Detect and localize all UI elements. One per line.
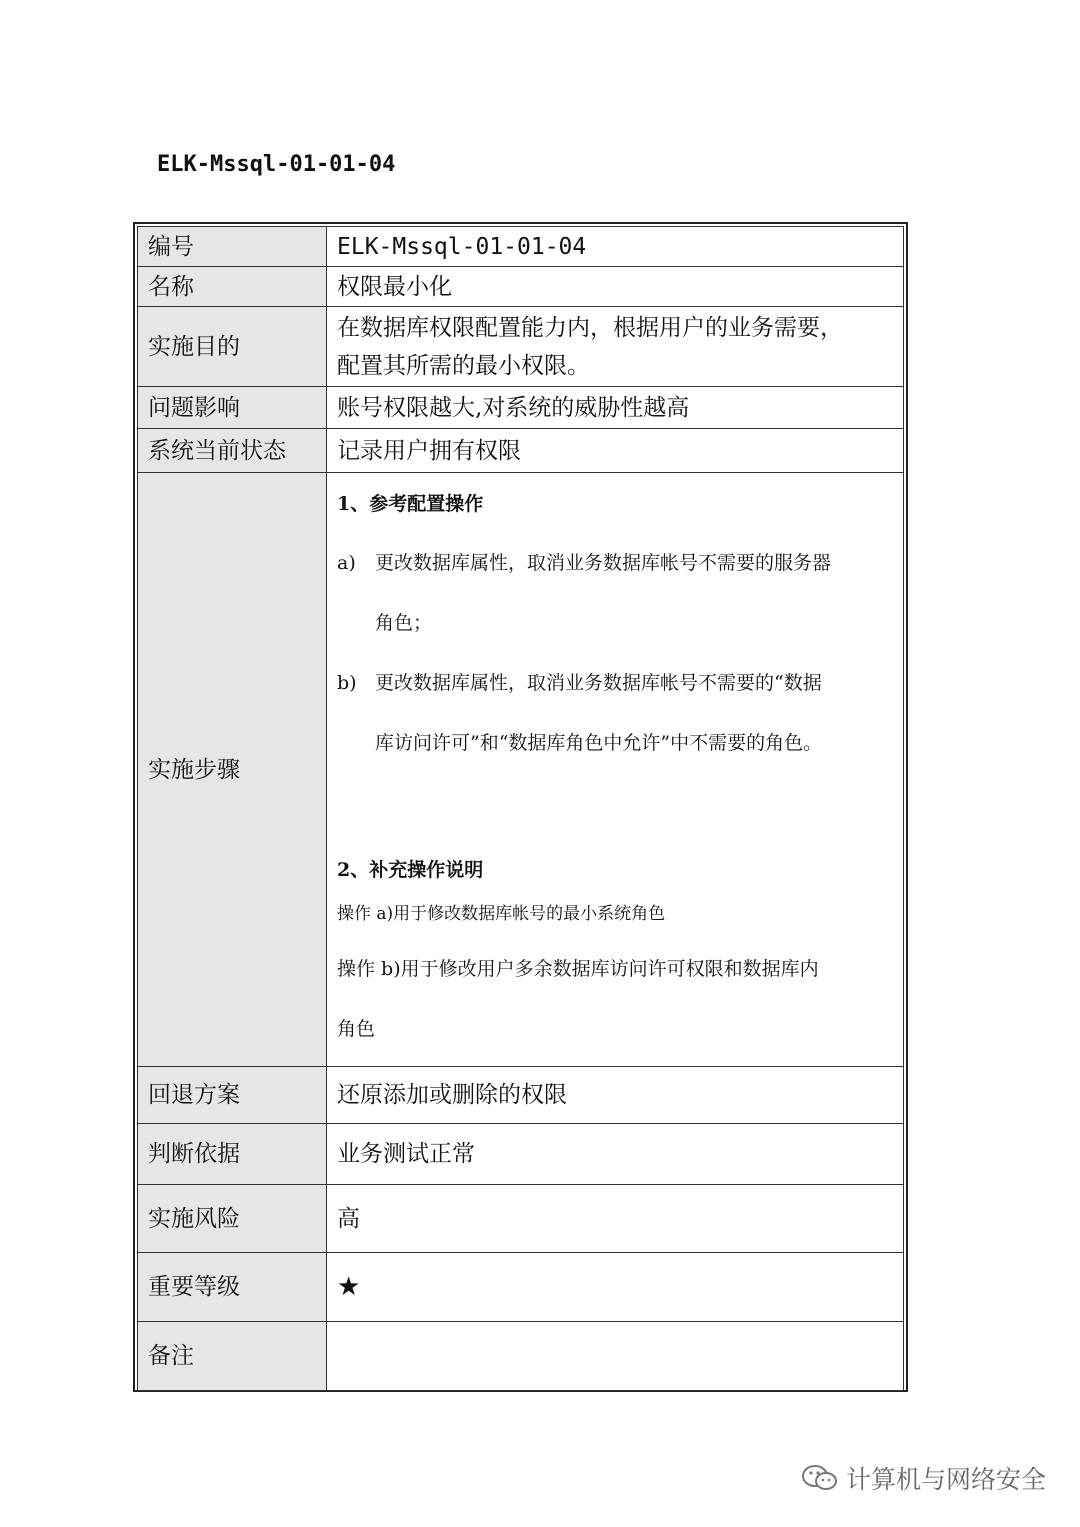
table-row-criteria — [138, 1124, 904, 1185]
step-item-b-marker: b) — [337, 672, 357, 694]
step-item-b-line-1: 更改数据库属性，取消业务数据库帐号不需要的“数据 — [375, 672, 822, 694]
steps-value — [327, 473, 904, 1067]
table-row-steps — [138, 473, 904, 1067]
rollback-value: 还原添加或删除的权限 — [327, 1067, 904, 1124]
table-row-impact — [138, 387, 904, 429]
step-item-a-line-1: 更改数据库属性，取消业务数据库帐号不需要的服务器 — [375, 552, 832, 574]
table-row-rollback — [138, 1067, 904, 1124]
table-row-importance — [138, 1253, 904, 1322]
purpose-line-1: 在数据库权限配置能力内，根据用户的业务需要， — [337, 314, 843, 341]
name-value: 权限最小化 — [327, 267, 904, 307]
purpose-value — [327, 307, 904, 387]
purpose-line-2: 配置其所需的最小权限。 — [337, 352, 590, 379]
steps-note-2 — [337, 939, 899, 1059]
id-label: 编号 — [138, 227, 327, 267]
spec-table-frame — [133, 222, 908, 1392]
steps-label: 实施步骤 — [138, 473, 327, 1067]
table-row-id — [138, 227, 904, 267]
step-item-a-line-2: 角色； — [375, 612, 433, 634]
steps-heading-2: 2、补充操作说明 — [337, 859, 484, 881]
spec-table — [137, 226, 904, 1391]
purpose-label: 实施目的 — [138, 307, 327, 387]
table-row-name — [138, 267, 904, 307]
importance-star-icon: ★ — [337, 1271, 361, 1302]
step-item-a — [337, 533, 899, 653]
watermark-text: 计算机与网络安全 — [845, 1465, 1046, 1494]
remarks-value — [327, 1322, 904, 1391]
step-item-a-marker: a) — [337, 552, 356, 574]
importance-label: 重要等级 — [138, 1253, 327, 1322]
table-row-remarks — [138, 1322, 904, 1391]
status-value: 记录用户拥有权限 — [327, 429, 904, 473]
status-label: 系统当前状态 — [138, 429, 327, 473]
criteria-label: 判断依据 — [138, 1124, 327, 1185]
table-row-status — [138, 429, 904, 473]
steps-note-1: 操作 a)用于修改数据库帐号的最小系统角色 — [337, 904, 666, 924]
name-label: 名称 — [138, 267, 327, 307]
id-value: ELK-Mssql-01-01-04 — [327, 227, 904, 267]
watermark — [800, 1460, 1046, 1496]
steps-note-2-line-1: 操作 b)用于修改用户多余数据库访问许可权限和数据库内 — [337, 958, 819, 980]
wechat-icon — [800, 1463, 840, 1493]
steps-note-2-line-2: 角色 — [337, 1018, 376, 1040]
step-item-b-line-2: 库访问许可”和“数据库角色中允许”中不需要的角色。 — [375, 732, 823, 754]
remarks-label: 备注 — [138, 1322, 327, 1391]
risk-value: 高 — [327, 1185, 904, 1253]
step-item-b — [337, 653, 899, 773]
criteria-value: 业务测试正常 — [327, 1124, 904, 1185]
steps-heading-1: 1、参考配置操作 — [337, 493, 484, 515]
document-title: ELK-Mssql-01-01-04 — [157, 152, 396, 177]
impact-label: 问题影响 — [138, 387, 327, 429]
impact-value: 账号权限越大,对系统的威胁性越高 — [327, 387, 904, 429]
table-row-purpose — [138, 307, 904, 387]
risk-label: 实施风险 — [138, 1185, 327, 1253]
table-row-risk — [138, 1185, 904, 1253]
rollback-label: 回退方案 — [138, 1067, 327, 1124]
